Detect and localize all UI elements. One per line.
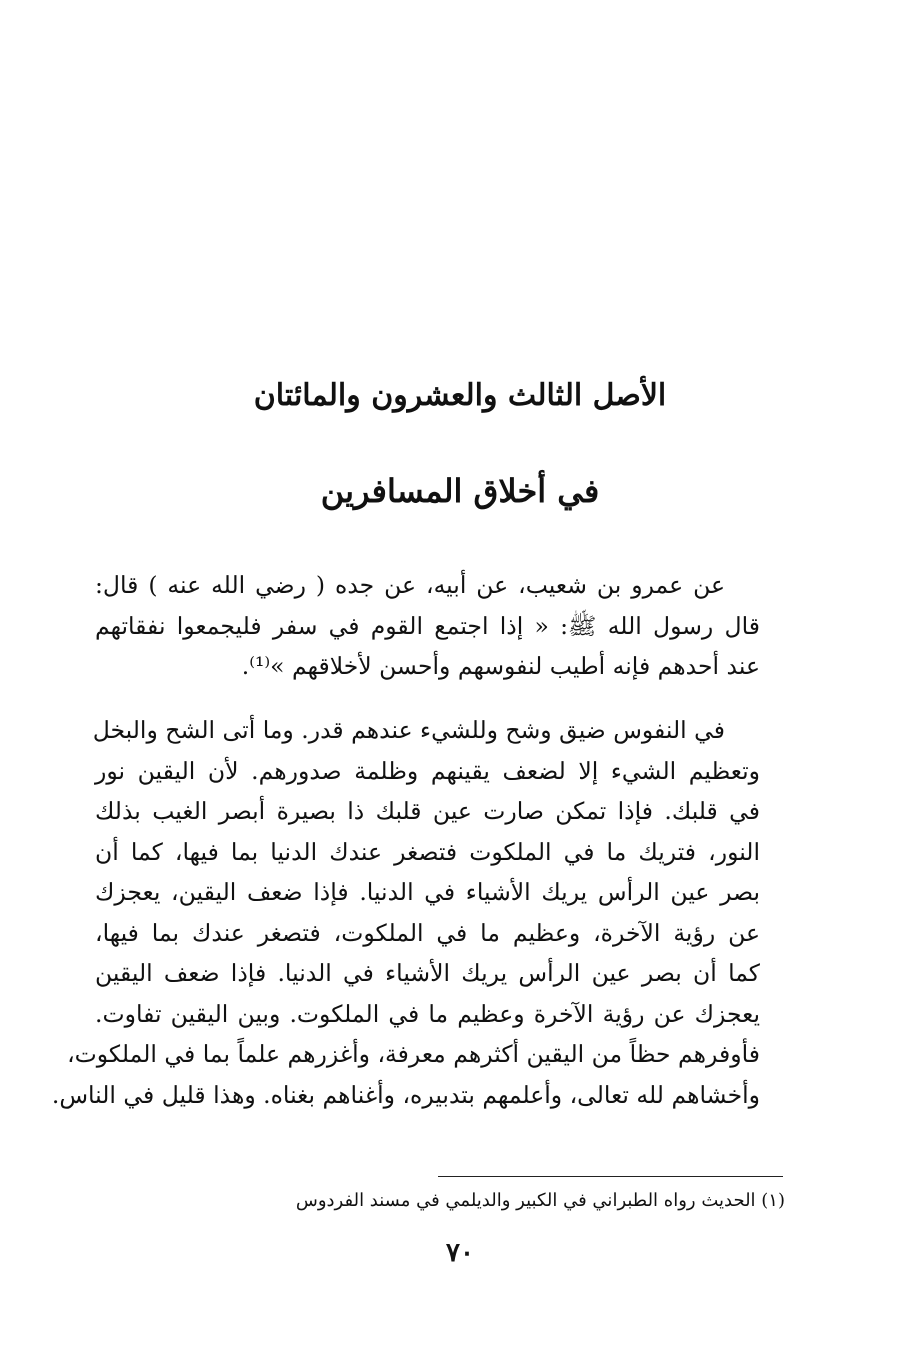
paragraph-hadith (95, 565, 795, 687)
text-line: كما أن بصر عين الرأس يريك الأشياء في الدنيا. فإذا ضعف اليقين (95, 959, 760, 987)
chapter-title: الأصل الثالث والعشرون والمائتان (253, 378, 667, 413)
text-line: يعجزك عن رؤية الآخرة وعظيم ما في الملكوت. وبين اليقين تفاوت. (95, 999, 760, 1028)
page-number: ٧٠ (446, 1238, 474, 1268)
text-line: وتعظيم الشيء إلا لضعف يقينهم وظلمة صدورهم. لأن اليقين نور (95, 756, 760, 785)
footnote-separator (438, 1176, 783, 1177)
text-line: النور، فتريك ما في الملكوت فتصغر عندك الدنيا بما فيها، كما أن (95, 837, 760, 866)
text-line: بصر عين الرأس يريك الأشياء في الدنيا. فإذا ضعف اليقين، يعجزك (95, 878, 760, 906)
text-line: في قلبك. فإذا تمكن صارت عين قلبك ذا بصيرة أبصر الغيب بذلك (95, 797, 760, 825)
footnote: (١) الحديث رواه الطبراني في الكبير والديلمي في مسند الفردوس (295, 1190, 785, 1211)
text-line: في النفوس ضيق وشح وللشيء عندهم قدر. وما أتى الشح والبخل (92, 716, 725, 744)
chapter-subtitle: في أخلاق المسافرين (320, 472, 600, 510)
paragraph-commentary (51, 710, 795, 1115)
text-line: فأوفرهم حظاً من اليقين أكثرهم معرفة، وأغزرهم علماً بما في الملكوت، (67, 1040, 760, 1068)
text-line: قال رسول الله ﷺ: « إذا اجتمع القوم في سفر فليجمعوا نفقاتهم (95, 611, 760, 640)
text-line: عند أحدهم فإنه أطيب لنفوسهم وأحسن لأخلاقهم »⁽¹⁾. (241, 652, 760, 680)
text-line: وأخشاهم لله تعالى، وأعلمهم بتدبيره، وأغناهم بغناه. وهذا قليل في الناس. (51, 1080, 760, 1109)
text-line: عن رؤية الآخرة، وعظيم ما في الملكوت، فتصغر عندك بما فيها، (95, 918, 760, 947)
text-line: عن عمرو بن شعيب، عن أبيه، عن جده ( رضي الله عنه ) قال: (95, 571, 725, 599)
